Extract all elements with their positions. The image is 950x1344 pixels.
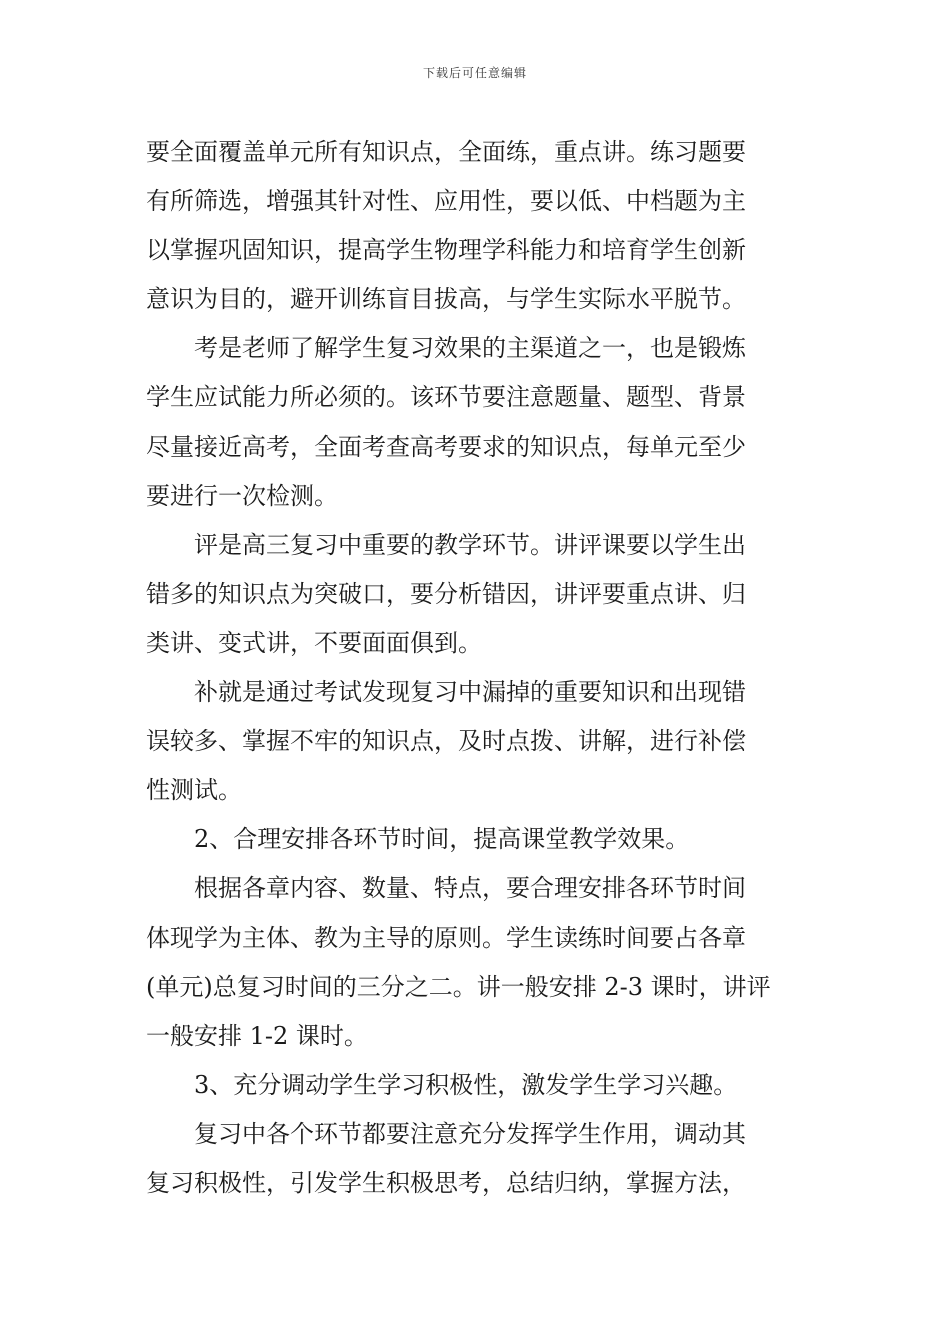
text-line: 要全面覆盖单元所有知识点，全面练，重点讲。练习题要	[146, 138, 746, 166]
page-header: 下载后可任意编辑	[422, 66, 527, 80]
text-line: 体现学为主体、教为主导的原则。学生读练时间要占各章	[146, 923, 746, 952]
paragraph-start-line: 复习中各个环节都要注意充分发挥学生作用，调动其	[194, 1119, 746, 1148]
text-line: 性测试。	[146, 776, 242, 805]
text-line: 学生应试能力所必须的。该环节要注意题量、题型、背景	[146, 383, 746, 412]
text-line: 意识为目的，避开训练盲目拔高，与学生实际水平脱节。	[146, 285, 746, 314]
text-line: 以掌握巩固知识，提高学生物理学科能力和培育学生创新	[146, 236, 746, 265]
text-line: 有所筛选，增强其针对性、应用性，要以低、中档题为主	[146, 187, 746, 216]
text-line: 一般安排 1-2 课时。	[146, 1021, 368, 1050]
text-line: 类讲、变式讲，不要面面俱到。	[146, 628, 482, 657]
section-heading-line: 2、合理安排各环节时间，提高课堂教学效果。	[194, 825, 690, 854]
paragraph-start-line: 补就是通过考试发现复习中漏掉的重要知识和出现错	[194, 678, 746, 707]
text-line: 复习积极性，引发学生积极思考，总结归纳，掌握方法，	[146, 1168, 746, 1197]
document-body	[146, 128, 812, 1208]
text-line: 错多的知识点为突破口，要分析错因，讲评要重点讲、归	[146, 579, 746, 608]
text-line: 要进行一次检测。	[146, 481, 338, 510]
text-line: 误较多、掌握不牢的知识点，及时点拨、讲解，进行补偿	[146, 727, 746, 756]
paragraph-start-line: 评是高三复习中重要的教学环节。讲评课要以学生出	[194, 530, 746, 559]
text-line: (单元)总复习时间的三分之二。讲一般安排 2-3 课时，讲评	[146, 972, 771, 1001]
paragraph-start-line: 考是老师了解学生复习效果的主渠道之一，也是锻炼	[194, 334, 746, 363]
text-line: 尽量接近高考，全面考查高考要求的知识点，每单元至少	[146, 432, 746, 461]
section-heading-line: 3、充分调动学生学习积极性，激发学生学习兴趣。	[194, 1070, 738, 1099]
paragraph-start-line: 根据各章内容、数量、特点，要合理安排各环节时间	[194, 874, 746, 903]
